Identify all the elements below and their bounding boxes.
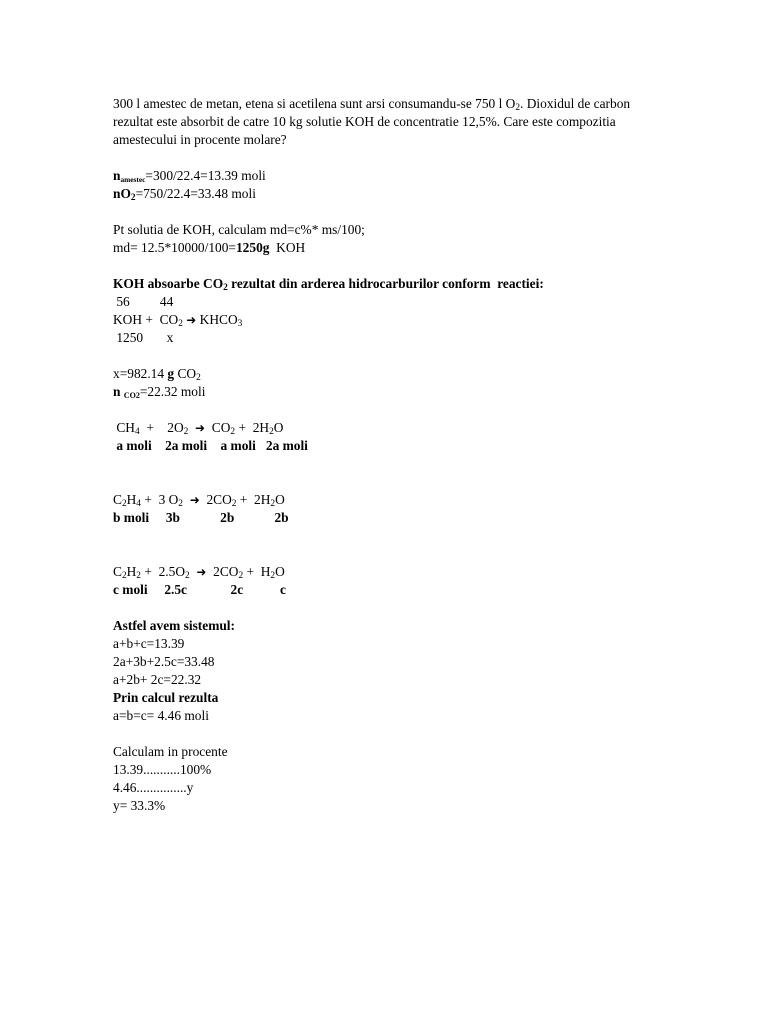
methane-co2: CO: [205, 420, 231, 435]
right-arrow-icon: ➜: [186, 313, 197, 327]
methane-moles: a moli 2a moli a moli 2a moli: [113, 438, 308, 453]
no2-value: =750/22.4=33.48 moli: [135, 186, 256, 201]
methane-water-end: O: [273, 420, 284, 435]
koh-mass-line-1: Pt solutia de KOH, calculam md=c%* ms/100;: [113, 222, 365, 237]
koh-mass-unit: KOH: [269, 240, 306, 255]
percent-result: y= 33.3%: [113, 798, 166, 813]
mixture-moles-line: [113, 167, 653, 185]
acetylene-subscript-1: 2: [121, 571, 127, 581]
n-value: =300/22.4=13.39 moli: [145, 168, 266, 183]
co2-moles-line: [113, 383, 653, 401]
methane-co2-subscript: 2: [230, 427, 236, 437]
acetylene-water: + H: [243, 564, 271, 579]
koh-co2-quantities: 1250 x: [113, 330, 174, 345]
ethene-water-end: O: [275, 492, 285, 507]
acetylene-co2-subscript: 2: [238, 571, 244, 581]
percent-heading: Calculam in procente: [113, 744, 228, 759]
methane-oxygen-subscript: 2: [183, 427, 189, 437]
koh-co2-product: KHCO: [196, 312, 238, 327]
co2-mass-unit: g: [167, 366, 175, 381]
system-equation-1: a+b+c=13.39: [113, 636, 185, 651]
ethene-water-subscript: 2: [270, 499, 276, 509]
co2-n-value: =22.32 moli: [139, 384, 206, 399]
methane-water: + 2H: [235, 420, 270, 435]
acetylene-oxygen-subscript: 2: [185, 571, 190, 581]
koh-mass-value: 1250g: [235, 240, 270, 255]
koh-co2-product-subscript: 3: [237, 319, 243, 329]
oxygen-moles-line: [113, 185, 653, 203]
ethene-co2: 2CO: [199, 492, 232, 507]
koh-mass-text: md= 12.5*10000/100=: [113, 240, 236, 255]
acetylene-subscript-2: 2: [136, 571, 141, 581]
system-equation-2: 2a+3b+2.5c=33.48: [113, 654, 215, 669]
result-heading: Prin calcul rezulta: [113, 690, 219, 705]
ethene-h: H: [126, 492, 137, 507]
absorption-heading-subscript: 2: [223, 283, 228, 293]
result-value: a=b=c= 4.46 moli: [113, 708, 209, 723]
acetylene-water-end: O: [275, 564, 285, 579]
koh-mass-line-2: [113, 239, 653, 257]
co2-n-label: n: [113, 384, 124, 399]
problem-statement: [113, 95, 653, 149]
no2-label: nO: [113, 186, 131, 201]
no2-subscript: 2: [130, 193, 136, 203]
percent-line-2: 4.46...............y: [113, 780, 194, 795]
ethene-formula: C: [113, 492, 122, 507]
absorption-heading-text: KOH absoarbe CO: [113, 276, 224, 291]
co2-mass-line: [113, 365, 653, 383]
ethene-reaction: [113, 491, 653, 509]
problem-text-rest: . Dioxidul de carbon rezultat este absorbit de catre 10 kg solutie KOH de concentratie 12,5%. Care este compozitia amestecului in procente molare?: [113, 96, 631, 147]
koh-co2-subscript: 2: [178, 319, 183, 329]
acetylene-h: H: [126, 564, 137, 579]
methane-oxygen: + 2O: [139, 420, 184, 435]
ethene-oxygen-subscript: 2: [178, 499, 183, 509]
methane-water-subscript: 2: [269, 427, 274, 437]
acetylene-reaction: [113, 563, 653, 581]
acetylene-formula: C: [113, 564, 122, 579]
ethene-water: + 2H: [236, 492, 271, 507]
ethene-co2-subscript: 2: [231, 499, 237, 509]
methane-formula: CH: [113, 420, 135, 435]
problem-subscript: 2: [515, 103, 521, 113]
document-content: [113, 95, 653, 815]
system-heading: Astfel avem sistemul:: [113, 618, 235, 633]
acetylene-water-subscript: 2: [270, 571, 276, 581]
problem-text: 300 l amestec de metan, etena si acetilena sunt arsi consumandu-se 750 l O: [113, 96, 516, 111]
koh-co2-equation: [113, 311, 653, 329]
acetylene-oxygen: + 2.5O: [140, 564, 185, 579]
n-label: n: [113, 168, 121, 183]
absorption-heading: [113, 275, 653, 293]
n-subscript: amestec: [120, 175, 146, 184]
methane-subscript: 4: [134, 427, 140, 437]
acetylene-co2: 2CO: [206, 564, 239, 579]
percent-line-1: 13.39...........100%: [113, 762, 212, 777]
co2-formula: CO: [174, 366, 197, 381]
molar-masses-line: 56 44: [113, 294, 174, 309]
ethene-oxygen: + 3 O: [140, 492, 179, 507]
co2-formula-subscript: 2: [196, 373, 201, 383]
absorption-heading-rest: rezultat din arderea hidrocarburilor conform reactiei:: [227, 276, 544, 291]
methane-reaction: [113, 419, 653, 437]
right-arrow-icon: ➜: [189, 493, 200, 507]
ethene-subscript-2: 4: [136, 499, 141, 509]
acetylene-moles: c moli 2.5c 2c c: [113, 582, 286, 597]
right-arrow-icon: ➜: [196, 565, 207, 579]
co2-mass-text: x=982.14: [113, 366, 168, 381]
ethene-moles: b moli 3b 2b 2b: [113, 510, 289, 525]
ethene-subscript-1: 2: [121, 499, 127, 509]
right-arrow-icon: ➜: [195, 421, 206, 435]
system-equation-3: a+2b+ 2c=22.32: [113, 672, 202, 687]
co2-n-subscript: CO2: [123, 391, 140, 400]
koh-co2-reactants: KOH + CO: [113, 312, 179, 327]
